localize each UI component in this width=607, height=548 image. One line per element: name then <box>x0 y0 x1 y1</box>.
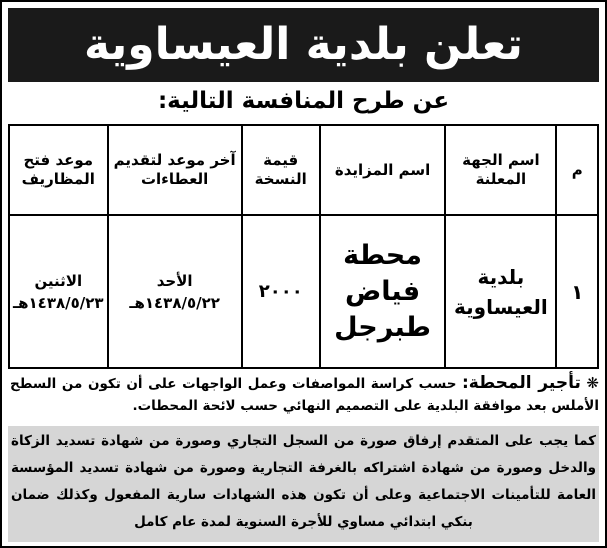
cell-auction-name: محطة فياض طبرجل <box>320 215 446 368</box>
cell-deadline <box>108 215 242 368</box>
table-header-row <box>9 125 598 215</box>
table-row <box>9 215 598 368</box>
opening-date: ١٤٣٨/٥/٢٣هـ <box>13 293 104 312</box>
opening-day: الاثنين <box>34 271 83 290</box>
header-deadline: آخر موعد لتقديم العطاءات <box>108 125 242 215</box>
cell-entity: بلدية العيساوية <box>445 215 556 368</box>
rental-note <box>10 372 599 422</box>
header-auction-name: اسم المزايدة <box>320 125 446 215</box>
page-title: تعلن بلدية العيساوية <box>8 8 599 82</box>
note-text: حسب كراسة المواصفات وعمل الواجهات على أن تكون من السطح الأملس بعد موافقة البلدية على التصميم النهائي حسب لائحة المحطات. <box>10 376 599 414</box>
tender-table <box>8 124 599 369</box>
cell-opening <box>9 215 108 368</box>
header-number: م <box>556 125 598 215</box>
cell-copy-price: ٢٠٠٠ <box>242 215 320 368</box>
deadline-date: ١٤٣٨/٥/٢٢هـ <box>129 293 220 312</box>
note-lead: تأجير المحطة: <box>462 373 581 393</box>
deadline-day: الأحد <box>156 271 193 290</box>
header-copy-price: قيمة النسخة <box>242 125 320 215</box>
page-subtitle: عن طرح المنافسة التالية: <box>157 88 450 114</box>
star-icon: ❋ <box>586 374 599 392</box>
header-opening: موعد فتح المظاريف <box>9 125 108 215</box>
requirements-box: كما يجب على المتقدم إرفاق صورة من السجل التجاري وصورة من شهادة تسديد الزكاة والدخل وصورة من شهادة اشتراكه بالغرفة التجارية وصورة من شهادة تسديد المؤسسة العامة للتأمينات الاجتماعية وعلى أن تكون هذه الشهادات سارية المفعول وكذلك ضمان بنكي ابتدائي مساوي للأجرة السنوية لمدة عام كامل <box>8 426 599 542</box>
cell-number: ١ <box>556 215 598 368</box>
header-entity: اسم الجهة المعلنة <box>445 125 556 215</box>
